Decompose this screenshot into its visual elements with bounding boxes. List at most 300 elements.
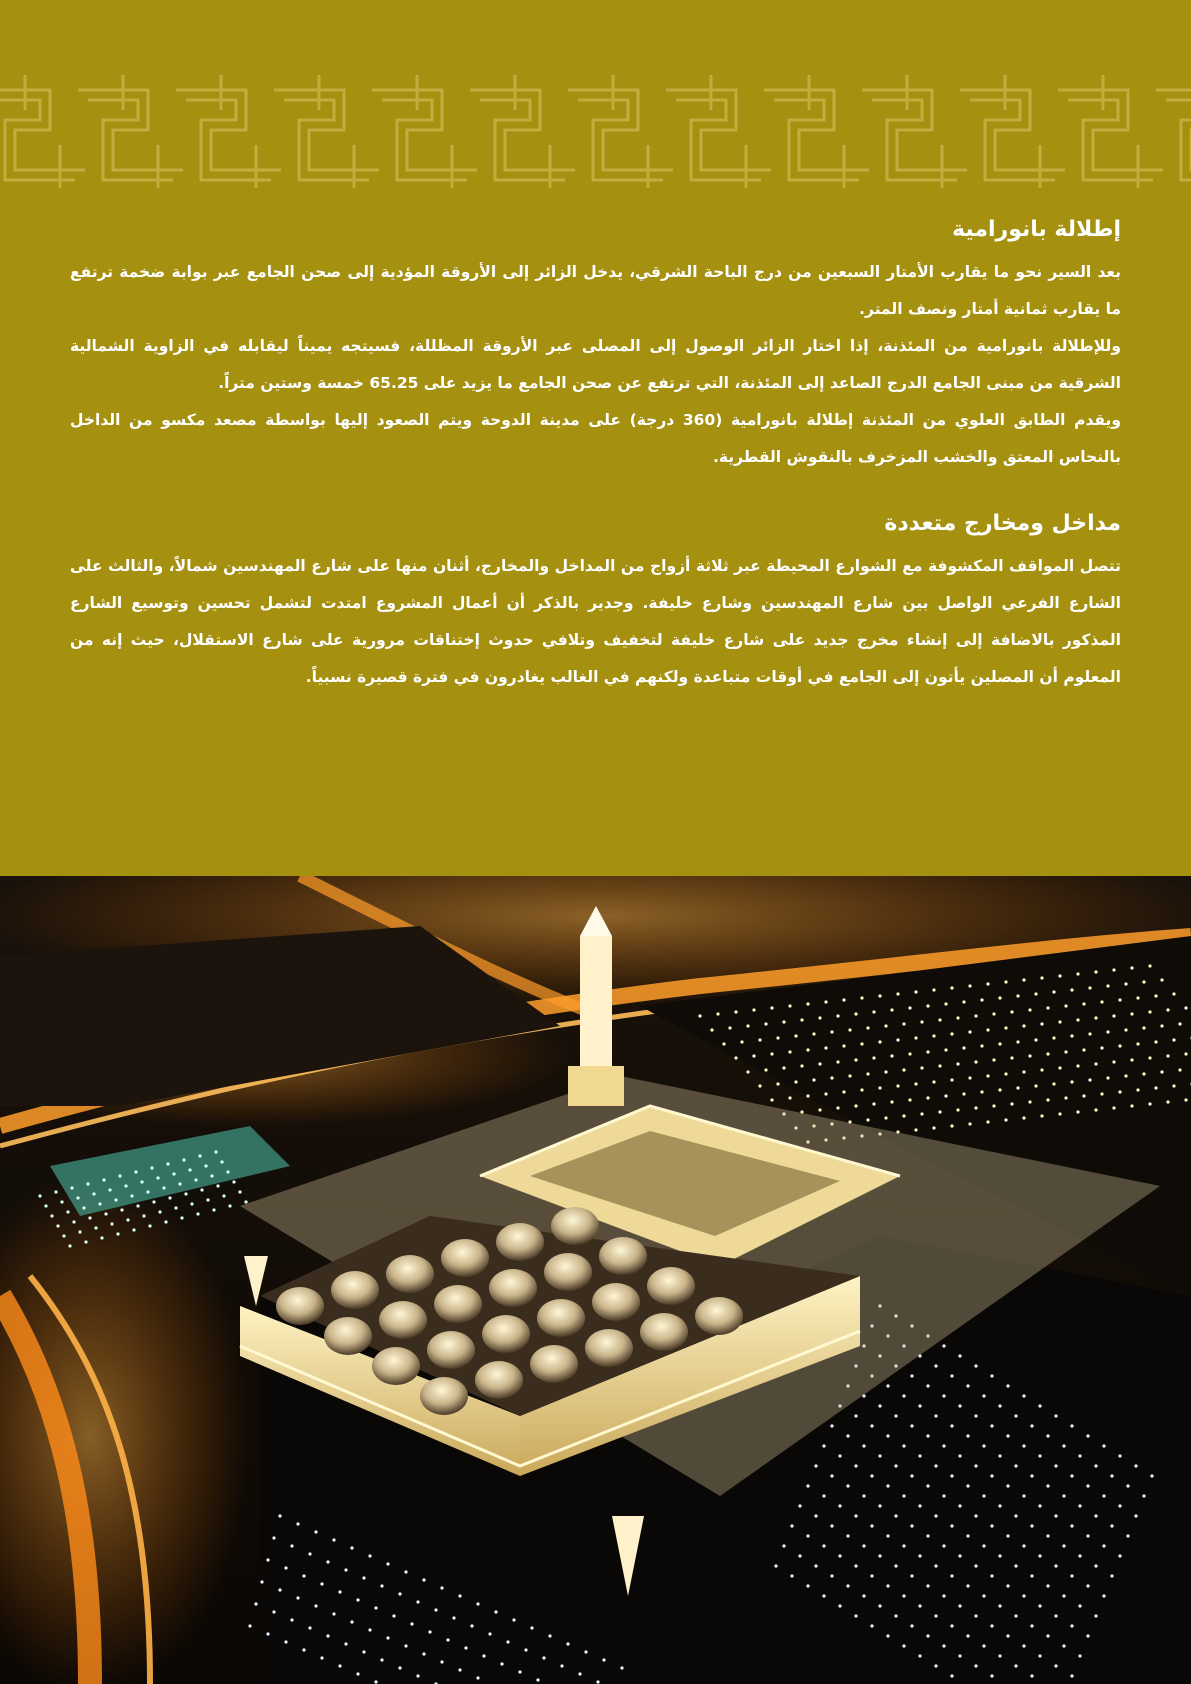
- parking-light: [902, 1594, 905, 1597]
- parking-light: [126, 1218, 129, 1221]
- parking-light: [926, 1050, 929, 1053]
- parking-light: [200, 1188, 203, 1191]
- parking-light: [60, 1200, 63, 1203]
- parking-light: [1078, 1554, 1081, 1557]
- parking-light: [368, 1628, 371, 1631]
- parking-light: [86, 1182, 89, 1185]
- parking-light: [770, 1006, 773, 1009]
- parking-light: [1022, 1070, 1025, 1073]
- parking-light: [1078, 1604, 1081, 1607]
- parking-light: [56, 1224, 59, 1227]
- parking-light: [926, 1434, 929, 1437]
- parking-light: [1022, 978, 1025, 981]
- parking-light: [1070, 1424, 1073, 1427]
- parking-light: [108, 1188, 111, 1191]
- parking-light: [878, 994, 881, 997]
- parking-light: [1030, 1674, 1033, 1677]
- parking-light: [1086, 1534, 1089, 1537]
- parking-light: [1076, 1064, 1079, 1067]
- parking-light: [140, 1180, 143, 1183]
- parking-light: [866, 1118, 869, 1121]
- parking-light: [172, 1172, 175, 1175]
- parking-light: [1022, 1116, 1025, 1119]
- parking-light: [178, 1182, 181, 1185]
- dome: [475, 1361, 523, 1399]
- parking-light: [710, 1028, 713, 1031]
- dome: [640, 1313, 688, 1351]
- parking-light: [386, 1636, 389, 1639]
- parking-light: [942, 1544, 945, 1547]
- parking-light: [942, 1344, 945, 1347]
- parking-light: [848, 1028, 851, 1031]
- parking-light: [1094, 1614, 1097, 1617]
- parking-light: [1064, 1004, 1067, 1007]
- parking-light: [886, 1484, 889, 1487]
- parking-light: [740, 1040, 743, 1043]
- parking-light: [1038, 1604, 1041, 1607]
- parking-light: [980, 1044, 983, 1047]
- parking-light: [886, 1584, 889, 1587]
- parking-light: [1076, 972, 1079, 975]
- parking-light: [1124, 1074, 1127, 1077]
- parking-light: [944, 1048, 947, 1051]
- parking-light: [290, 1544, 293, 1547]
- parking-light: [788, 1004, 791, 1007]
- parking-light: [596, 1680, 599, 1683]
- parking-light: [830, 1524, 833, 1527]
- parking-light: [728, 1026, 731, 1029]
- parking-light: [1054, 1514, 1057, 1517]
- dome: [537, 1299, 585, 1337]
- parking-light: [998, 1604, 1001, 1607]
- parking-light: [152, 1200, 155, 1203]
- parking-light: [518, 1670, 521, 1673]
- parking-light: [1046, 1052, 1049, 1055]
- parking-light: [950, 1524, 953, 1527]
- parking-light: [458, 1594, 461, 1597]
- parking-light: [1124, 982, 1127, 985]
- parking-light: [958, 1554, 961, 1557]
- parking-light: [962, 1092, 965, 1095]
- parking-light: [926, 1384, 929, 1387]
- parking-light: [1184, 1098, 1187, 1101]
- parking-light: [966, 1384, 969, 1387]
- parking-light: [818, 1108, 821, 1111]
- mosque-illustration: [0, 876, 1191, 1684]
- parking-light: [806, 1002, 809, 1005]
- parking-light: [482, 1654, 485, 1657]
- parking-light: [1100, 1046, 1103, 1049]
- parking-light: [212, 1208, 215, 1211]
- parking-light: [1102, 1544, 1105, 1547]
- parking-light: [1062, 1644, 1065, 1647]
- parking-light: [986, 1120, 989, 1123]
- parking-light: [1038, 1404, 1041, 1407]
- parking-light: [320, 1656, 323, 1659]
- parking-light: [942, 1444, 945, 1447]
- parking-light: [302, 1574, 305, 1577]
- parking-light: [76, 1196, 79, 1199]
- parking-light: [1016, 1086, 1019, 1089]
- parking-light: [278, 1588, 281, 1591]
- parking-light: [1166, 1008, 1169, 1011]
- pattern-knot: [666, 75, 771, 188]
- parking-light: [974, 1564, 977, 1567]
- parking-light: [824, 1046, 827, 1049]
- parking-light: [416, 1600, 419, 1603]
- parking-light: [910, 1374, 913, 1377]
- parking-light: [1062, 1594, 1065, 1597]
- parking-light: [790, 1524, 793, 1527]
- parking-light: [1030, 1624, 1033, 1627]
- parking-light: [890, 1100, 893, 1103]
- parking-light: [226, 1170, 229, 1173]
- parking-light: [962, 1000, 965, 1003]
- parking-light: [136, 1204, 139, 1207]
- parking-light: [932, 1080, 935, 1083]
- parking-light: [238, 1190, 241, 1193]
- parking-light: [1130, 1104, 1133, 1107]
- parking-light: [814, 1564, 817, 1567]
- pattern-knot: [176, 75, 281, 188]
- parking-light: [878, 1086, 881, 1089]
- dome: [441, 1239, 489, 1277]
- parking-light: [934, 1614, 937, 1617]
- parking-light: [320, 1582, 323, 1585]
- parking-light: [838, 1554, 841, 1557]
- section-entrances-exits: [70, 508, 1121, 696]
- parking-light: [998, 1088, 1001, 1091]
- parking-light: [452, 1616, 455, 1619]
- parking-light: [776, 1082, 779, 1085]
- parking-light: [1094, 1016, 1097, 1019]
- parking-light: [902, 1114, 905, 1117]
- parking-light: [1064, 1096, 1067, 1099]
- parking-light: [1030, 1474, 1033, 1477]
- parking-light: [1030, 1574, 1033, 1577]
- parking-light: [1088, 1078, 1091, 1081]
- parking-light: [982, 1394, 985, 1397]
- parking-light: [1022, 1024, 1025, 1027]
- parking-light: [374, 1680, 377, 1683]
- parking-light: [464, 1646, 467, 1649]
- parking-light: [862, 1594, 865, 1597]
- parking-light: [1172, 992, 1175, 995]
- parking-light: [72, 1220, 75, 1223]
- parking-light: [1070, 1034, 1073, 1037]
- parking-light: [1054, 1464, 1057, 1467]
- parking-light: [910, 1474, 913, 1477]
- parking-light: [1118, 1090, 1121, 1093]
- parking-light: [894, 1564, 897, 1567]
- parking-light: [958, 1404, 961, 1407]
- pattern-knot: [372, 75, 477, 188]
- parking-light: [782, 1020, 785, 1023]
- parking-light: [1030, 1424, 1033, 1427]
- parking-light: [1054, 1414, 1057, 1417]
- parking-light: [990, 1474, 993, 1477]
- dome: [276, 1287, 324, 1325]
- parking-light: [974, 1364, 977, 1367]
- parking-light: [838, 1454, 841, 1457]
- parking-light: [440, 1586, 443, 1589]
- parking-light: [66, 1210, 69, 1213]
- parking-light: [998, 1404, 1001, 1407]
- parking-light: [830, 1030, 833, 1033]
- parking-light: [196, 1212, 199, 1215]
- parking-light: [836, 1106, 839, 1109]
- parking-light: [524, 1648, 527, 1651]
- parking-light: [1046, 1634, 1049, 1637]
- parking-light: [1082, 1002, 1085, 1005]
- parking-light: [838, 1504, 841, 1507]
- parking-light: [974, 1014, 977, 1017]
- parking-light: [1142, 980, 1145, 983]
- parking-light: [998, 1042, 1001, 1045]
- parking-light: [848, 1074, 851, 1077]
- parking-light: [918, 1654, 921, 1657]
- parking-light: [790, 1574, 793, 1577]
- parking-light: [1004, 1072, 1007, 1075]
- parking-light: [846, 1484, 849, 1487]
- parking-light: [982, 1544, 985, 1547]
- dome: [331, 1271, 379, 1309]
- parking-light: [1100, 1092, 1103, 1095]
- parking-light: [1006, 1384, 1009, 1387]
- parking-light: [578, 1672, 581, 1675]
- parking-light: [314, 1530, 317, 1533]
- parking-light: [374, 1606, 377, 1609]
- parking-light: [794, 1080, 797, 1083]
- parking-light: [1088, 1032, 1091, 1035]
- parking-light: [870, 1474, 873, 1477]
- parking-light: [932, 1126, 935, 1129]
- parking-light: [1100, 1000, 1103, 1003]
- parking-light: [332, 1612, 335, 1615]
- parking-light: [758, 1084, 761, 1087]
- parking-light: [1124, 1028, 1127, 1031]
- parking-light: [968, 1030, 971, 1033]
- parking-light: [842, 998, 845, 1001]
- parking-light: [102, 1178, 105, 1181]
- dome: [434, 1285, 482, 1323]
- parking-light: [884, 1116, 887, 1119]
- parking-light: [1014, 1614, 1017, 1617]
- pattern-knot: [470, 75, 575, 188]
- parking-light: [530, 1626, 533, 1629]
- parking-light: [1118, 1554, 1121, 1557]
- parking-light: [806, 1534, 809, 1537]
- parking-light: [84, 1240, 87, 1243]
- parking-light: [1046, 1534, 1049, 1537]
- parking-light: [872, 1102, 875, 1105]
- parking-light: [1130, 1058, 1133, 1061]
- parking-light: [806, 1484, 809, 1487]
- parking-light: [308, 1626, 311, 1629]
- parking-light: [908, 1052, 911, 1055]
- parking-light: [1004, 1026, 1007, 1029]
- parking-light: [990, 1374, 993, 1377]
- parking-light: [116, 1232, 119, 1235]
- parking-light: [302, 1648, 305, 1651]
- parking-light: [932, 1034, 935, 1037]
- parking-light: [1004, 980, 1007, 983]
- parking-light: [846, 1584, 849, 1587]
- parking-light: [990, 1674, 993, 1677]
- parking-light: [1038, 1654, 1041, 1657]
- parking-light: [350, 1620, 353, 1623]
- parking-light: [894, 1614, 897, 1617]
- parking-light: [968, 984, 971, 987]
- parking-light: [488, 1632, 491, 1635]
- parking-light: [142, 1214, 145, 1217]
- parking-light: [776, 1036, 779, 1039]
- parking-light: [164, 1220, 167, 1223]
- parking-light: [1034, 1038, 1037, 1041]
- parking-light: [1106, 984, 1109, 987]
- parking-light: [794, 1034, 797, 1037]
- parking-light: [1136, 1042, 1139, 1045]
- parking-light: [860, 1042, 863, 1045]
- parking-light: [1130, 1012, 1133, 1015]
- parking-light: [162, 1186, 165, 1189]
- parking-light: [824, 1092, 827, 1095]
- parking-light: [870, 1424, 873, 1427]
- parking-light: [1038, 1504, 1041, 1507]
- parking-light: [134, 1170, 137, 1173]
- parking-light: [764, 1022, 767, 1025]
- parking-light: [1154, 994, 1157, 997]
- parking-light: [1154, 1040, 1157, 1043]
- parking-light: [1160, 978, 1163, 981]
- section-heading-entrances: مداخل ومخارج متعددة: [884, 511, 1121, 536]
- parking-light: [920, 1020, 923, 1023]
- parking-light: [950, 1624, 953, 1627]
- parking-light: [914, 1036, 917, 1039]
- parking-light: [822, 1494, 825, 1497]
- parking-light: [990, 1624, 993, 1627]
- parking-light: [132, 1228, 135, 1231]
- parking-light: [1088, 986, 1091, 989]
- parking-light: [1052, 1082, 1055, 1085]
- parking-light: [182, 1158, 185, 1161]
- paragraph-parking-access: تتصل المواقف المكشوفة مع الشوارع المحيطة عبر ثلاثة أزواج من المداخل والمخارج، أثنان منها على شارع المهندسين شمالاً، والثالث على الشارع الفرعي الواصل بين شارع المهندسين وشارع خليفة. وجدير بالذكر أن أعمال المشروع امتدت لتشمل تحسين وتوسيع الشارع المذكور بالاضافة إلى إنشاء مخرج جديد على شارع خليفة لتخفيف وتلافي حدوث إختناقات مرورية على شارع الاستقلال، حيث إنه من المعلوم أن المصلين يأتون إلى الجامع في أوقات متباعدة ولكنهم في الغالب يغادرون في فترة قصيرة نسبياً.: [70, 557, 1121, 686]
- parking-light: [830, 1474, 833, 1477]
- parking-light: [980, 1090, 983, 1093]
- parking-light: [938, 1018, 941, 1021]
- parking-light: [902, 1068, 905, 1071]
- parking-light: [398, 1666, 401, 1669]
- parking-light: [734, 1056, 737, 1059]
- parking-light: [934, 1514, 937, 1517]
- parking-light: [878, 1454, 881, 1457]
- parking-light: [862, 1494, 865, 1497]
- parking-light: [100, 1236, 103, 1239]
- parking-light: [982, 1644, 985, 1647]
- parking-light: [1148, 1102, 1151, 1105]
- parking-light: [1046, 1006, 1049, 1009]
- parking-light: [920, 1112, 923, 1115]
- parking-light: [1184, 1006, 1187, 1009]
- parking-light: [1004, 1118, 1007, 1121]
- pattern-knot: [568, 75, 673, 188]
- parking-light: [1118, 1044, 1121, 1047]
- parking-light: [884, 1024, 887, 1027]
- parking-light: [1054, 1664, 1057, 1667]
- parking-light: [998, 996, 1001, 999]
- parking-light: [814, 1464, 817, 1467]
- parking-light: [862, 1444, 865, 1447]
- parking-light: [284, 1640, 287, 1643]
- parking-light: [104, 1212, 107, 1215]
- parking-light: [918, 1454, 921, 1457]
- parking-light: [326, 1560, 329, 1563]
- parking-light: [854, 1104, 857, 1107]
- parking-light: [950, 1374, 953, 1377]
- parking-light: [118, 1174, 121, 1177]
- parking-light: [934, 1464, 937, 1467]
- parking-light: [800, 1018, 803, 1021]
- parking-light: [1030, 1524, 1033, 1527]
- parking-light: [966, 1634, 969, 1637]
- parking-light: [1148, 964, 1151, 967]
- parking-light: [78, 1230, 81, 1233]
- parking-light: [842, 1044, 845, 1047]
- parking-light: [926, 1484, 929, 1487]
- parking-light: [980, 998, 983, 1001]
- parking-light: [914, 1082, 917, 1085]
- parking-light: [1046, 1098, 1049, 1101]
- parking-light: [918, 1504, 921, 1507]
- parking-light: [1166, 1054, 1169, 1057]
- parking-light: [1142, 1072, 1145, 1075]
- parking-light: [416, 1674, 419, 1677]
- parking-light: [1112, 1060, 1115, 1063]
- parking-light: [500, 1662, 503, 1665]
- parking-light: [1010, 1010, 1013, 1013]
- parking-light: [1010, 1056, 1013, 1059]
- parking-light: [266, 1558, 269, 1561]
- parking-light: [910, 1424, 913, 1427]
- parking-light: [942, 1394, 945, 1397]
- parking-light: [822, 1444, 825, 1447]
- parking-light: [822, 1544, 825, 1547]
- parking-light: [1052, 990, 1055, 993]
- parking-light: [168, 1196, 171, 1199]
- parking-light: [1142, 1026, 1145, 1029]
- dome: [496, 1223, 544, 1261]
- parking-light: [1006, 1584, 1009, 1587]
- dome: [544, 1253, 592, 1291]
- parking-light: [830, 1574, 833, 1577]
- parking-light: [1040, 1068, 1043, 1071]
- parking-light: [1094, 1514, 1097, 1517]
- dome: [647, 1267, 695, 1305]
- parking-light: [1078, 1504, 1081, 1507]
- parking-light: [902, 1494, 905, 1497]
- parking-light: [446, 1638, 449, 1641]
- dome: [482, 1315, 530, 1353]
- parking-light: [926, 1584, 929, 1587]
- parking-light: [338, 1590, 341, 1593]
- parking-light: [368, 1554, 371, 1557]
- parking-light: [926, 1004, 929, 1007]
- parking-light: [998, 1554, 1001, 1557]
- parking-light: [1094, 1464, 1097, 1467]
- parking-light: [950, 1674, 953, 1677]
- parking-light: [886, 1634, 889, 1637]
- parking-light: [190, 1202, 193, 1205]
